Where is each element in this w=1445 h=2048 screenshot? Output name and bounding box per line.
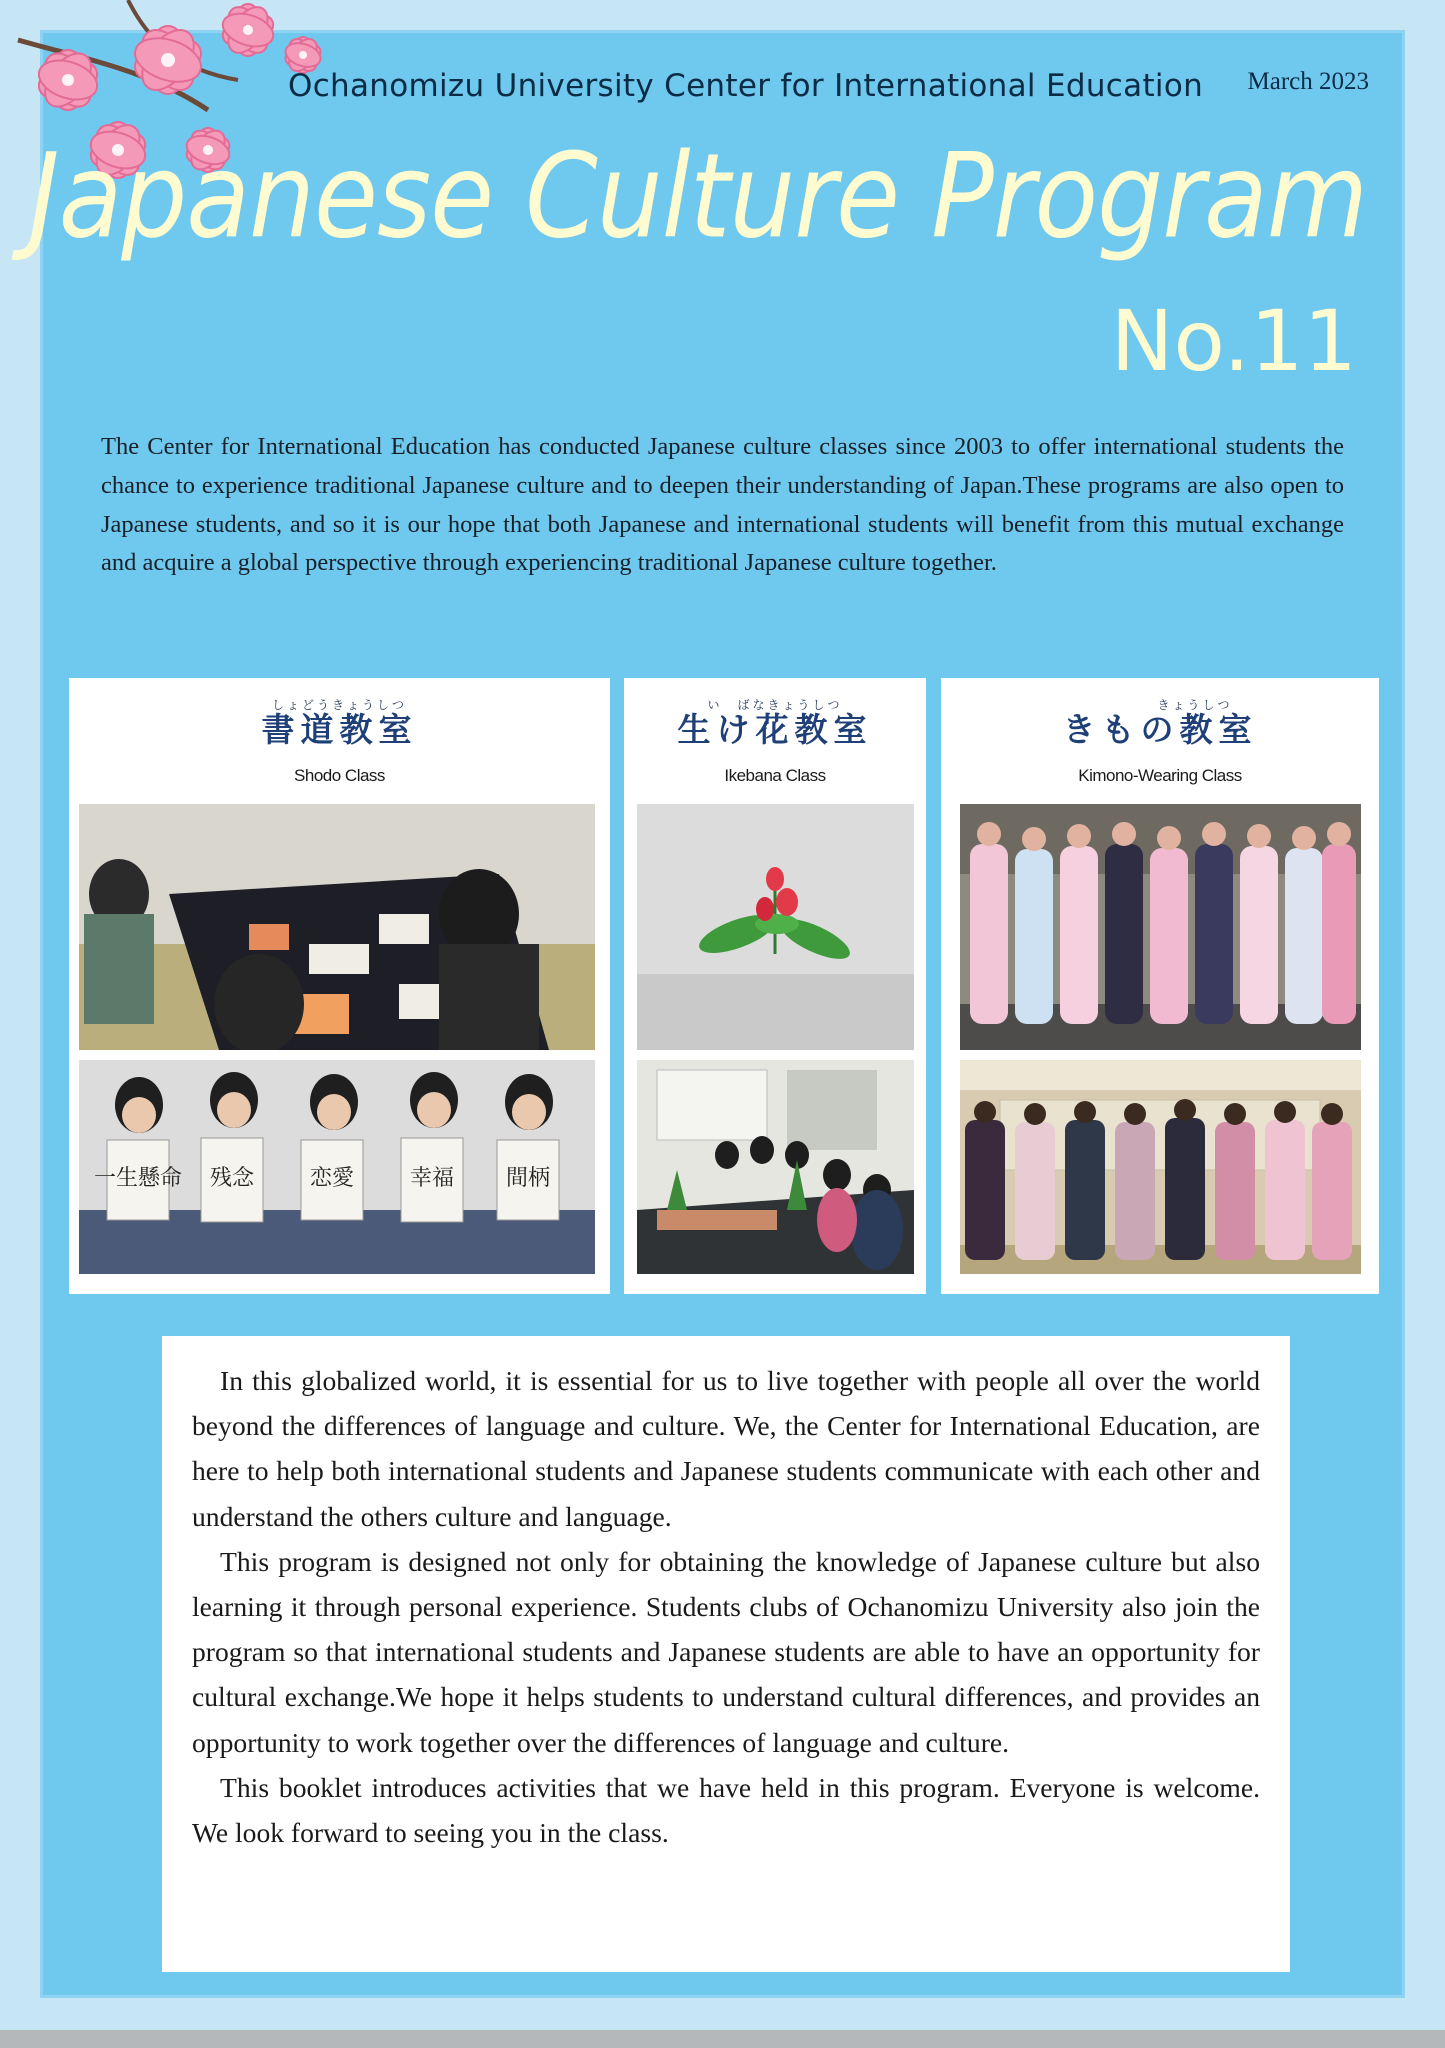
calligraphy-word-2: 残念 <box>209 1166 255 1191</box>
ikebana-ruby: い ばなきょうしつ <box>707 698 843 712</box>
ikebana-english-label: Ikebana Class <box>724 766 826 785</box>
description-paragraph-2: This program is designed not only for obtaining the knowledge of Japanese culture but also learning it through personal experience. Students clubs of Ochanomizu University also join the program so that international students and Japanese students are able to have an opportunity for cultural exchange.We hope it helps students to understand cultural differences, and provides an opportunity to work together over the differences of language and culture. <box>192 1545 1260 1758</box>
kimono-class-card <box>941 678 1379 1294</box>
calligraphy-word-3: 恋愛 <box>309 1166 355 1191</box>
page-title: Japanese Culture Program <box>28 128 1367 265</box>
description-box <box>162 1336 1290 1972</box>
shodo-class-card <box>69 678 610 1294</box>
shodo-ruby: しょどうきょうしつ <box>271 698 407 712</box>
ikebana-class-card <box>624 678 926 1294</box>
shodo-english-label: Shodo Class <box>294 766 385 785</box>
kimono-photo-2 <box>960 1060 1361 1274</box>
kimono-english-label: Kimono-Wearing Class <box>1078 766 1242 785</box>
intro-paragraph: The Center for International Education has conducted Japanese culture classes since 2003 to offer international students the chance to experience traditional Japanese culture and to deepen their understanding of Japan.These programs are also open to Japanese students, and so it is our hope that both Japanese and international students will benefit from this mutual exchange and acquire a global perspective through experiencing traditional Japanese culture together. <box>101 433 1344 577</box>
kimono-ruby: きょうしつ <box>1157 698 1233 712</box>
kimono-title: きもの教室 <box>1062 710 1258 749</box>
ikebana-photo-2 <box>637 1060 914 1274</box>
ikebana-photo-1 <box>637 804 914 1050</box>
calligraphy-word-4: 幸福 <box>409 1166 455 1191</box>
bottom-strip <box>0 2030 1445 2048</box>
publication-date: March 2023 <box>1247 68 1369 95</box>
kimono-photo-1 <box>960 804 1361 1050</box>
calligraphy-word-1: 一生懸命 <box>93 1166 183 1191</box>
shodo-title: 書道教室 <box>261 710 418 749</box>
issue-number: No.11 <box>1110 292 1357 390</box>
ikebana-title: 生け花教室 <box>677 710 873 749</box>
calligraphy-word-5: 間柄 <box>505 1166 551 1191</box>
description-paragraph-1: In this globalized world, it is essential for us to live together with people all over the world beyond the differences of language and culture. We, the Center for International Education, are here to help both international students and Japanese students communicate with each other and understand the others culture and language. <box>192 1365 1260 1532</box>
shodo-photo-2 <box>79 1060 595 1274</box>
shodo-photo-1 <box>79 804 595 1050</box>
description-paragraph-3: This booklet introduces activities that we have held in this program. Everyone is welcome. We look forward to seeing you in the class. <box>192 1771 1260 1849</box>
organization-name: Ochanomizu University Center for International Education <box>288 68 1204 104</box>
